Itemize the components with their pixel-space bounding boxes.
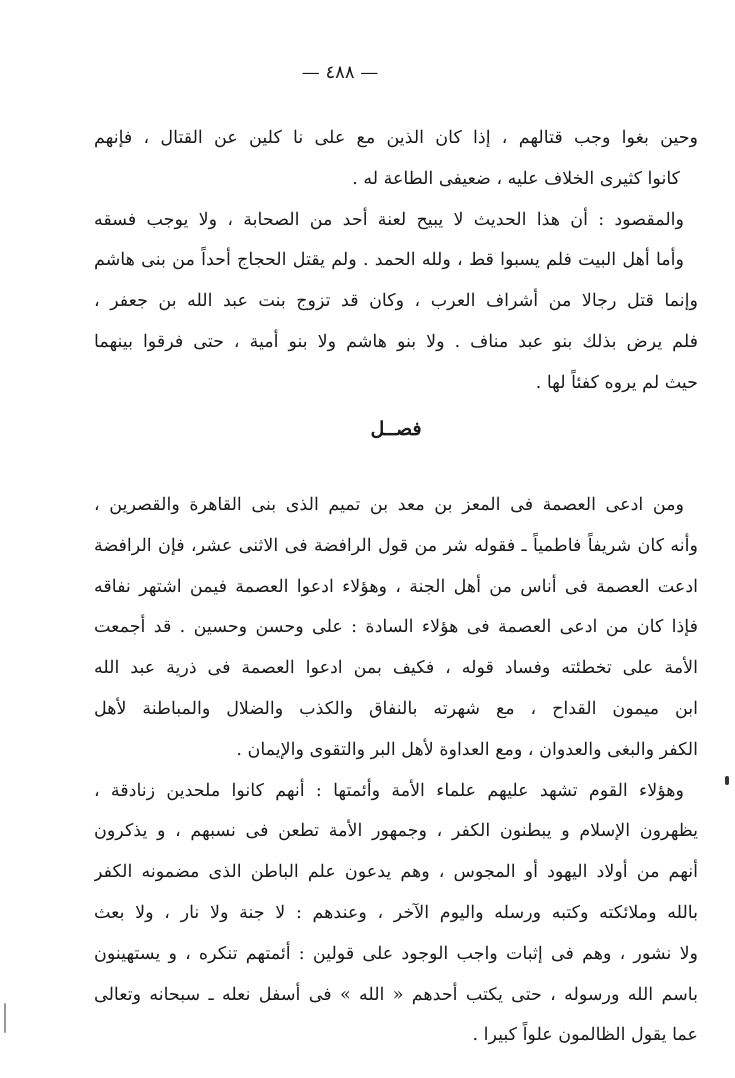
paragraph-block-top [94,118,698,404]
text-line: الأمة على تخطئته وفساد قوله ، فكيف بمن ادعوا العصمة فى ذرية عبد الله [94,658,698,679]
paragraph-block-bottom [94,485,698,1056]
page-number: — ٤٨٨ — [301,62,379,83]
text-line: ومن ادعى العصمة فى المعز بن معد بن تميم الذى بنى القاهرة والقصرين ، [94,495,684,515]
text-line: ولا نشور ، وهم فى إثبات واجب الوجود على قولين : أئمتهم تنكره ، و يستهينون [94,943,698,964]
text-line: حيث لم يروه كفئاً لها . [535,372,698,393]
text-line: باسم الله ورسوله ، حتى يكتب أحدهم « الله » فى أسفل نعله ـ سبحانه وتعالى [94,984,698,1005]
text-line: بالله وملائكته وكتبه ورسله واليوم الآخر ، وعندهم : لا جنة ولا نار ، ولا بعث [94,902,698,923]
text-line: وأنه كان شريفاً فاطمياً ـ فقوله شر من قول الرافضة فى الاثنى عشر، فإن الرافضة [94,535,698,556]
section-heading: فصــل [370,418,422,440]
text-line: الكفر والبغى والعدوان ، ومع العداوة لأهل البر والتقوى والإيمان . [236,739,698,760]
text-line: أنهم من أولاد اليهود أو المجوس ، وهم يدعون علم الباطن الذى مضمونه الكفر [94,862,698,883]
text-line: يظهرون الإسلام و يبطنون الكفر ، وجمهور الأمة تطعن فى نسبهم ، و يذكرون [94,821,698,842]
text-line: وأما أهل البيت فلم يسبوا قط ، ولله الحمد . ولم يقتل الحجاج أحداً من بنى هاشم [94,250,684,271]
text-line: ادعت العصمة فى أناس من أهل الجنة ، وهؤلاء ادعوا العصمة فيمن اشتهر نفاقه [94,576,698,597]
text-line: والمقصود : أن هذا الحديث لا يبيح لعنة أحد من الصحابة ، ولا يوجب فسقه [94,209,684,230]
text-line: كانوا كثيرى الخلاف عليه ، ضعيفى الطاعة له . [352,168,680,189]
page-edge-mark [4,1003,6,1033]
text-line: وحين بغوا وجب قتالهم ، إذا كان الذين مع على نا كلين عن القتال ، فإنهم [94,128,698,148]
text-line: وإنما قتل رجالا من أشراف العرب ، وكان قد تزوج بنت عبد الله بن جعفر ، [94,291,698,312]
text-line: ابن ميمون القداح ، مع شهرته بالنفاق والكذب والضلال والمباطنة لأهل [94,698,698,719]
margin-mark [725,776,729,785]
text-line: فإذا كان من ادعى العصمة فى هؤلاء السادة : على وحسن وحسين . قد أجمعت [94,617,698,638]
text-line: عما يقول الظالمون علواً كبيرا . [472,1025,698,1046]
text-line: وهؤلاء القوم تشهد عليهم علماء الأمة وأئمتها : أنهم كانوا ملحدين زنادقة ، [94,780,684,801]
text-line: فلم يرض بذلك بنو عبد مناف . ولا بنو هاشم ولا بنو أمية ، حتى فرقوا بينهما [94,331,698,352]
